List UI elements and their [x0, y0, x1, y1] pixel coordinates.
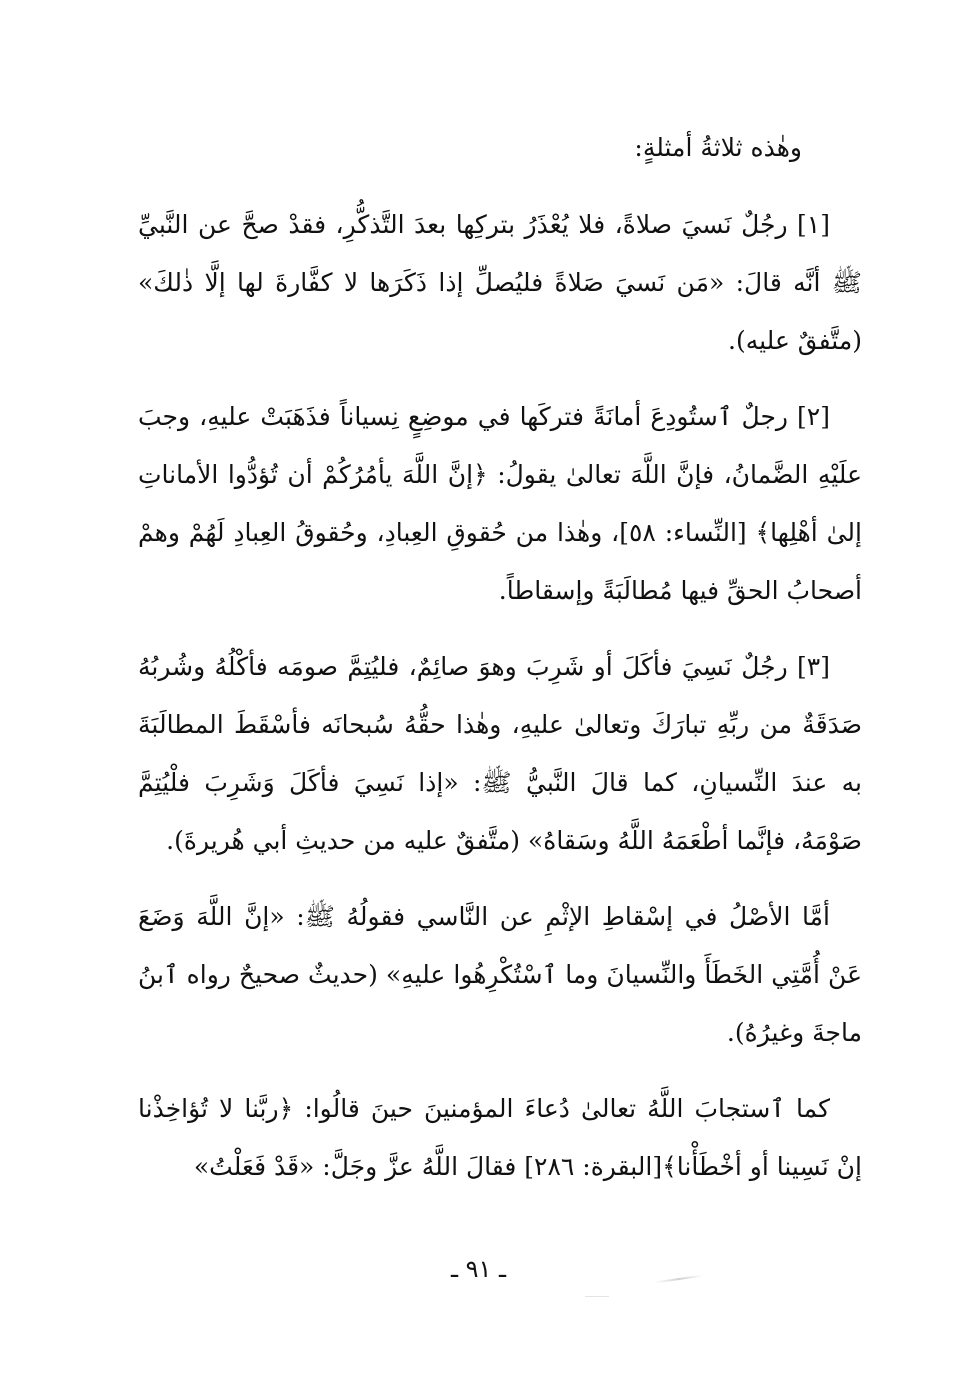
body-text: [138, 128, 862, 1196]
paragraph-example-1: [١] رجُلٌ نَسيَ صلاةً، فلا يُعْذَرُ بتركِها بعدَ التَّذكُّرِ، فقدْ صحَّ عن النَّبيِّ ﷺ أنَّه قالَ: «مَن نَسيَ صَلاةً فليُصلِّ إذا ذَكَرَها لا كفَّارةَ لها إلَّا ذٰلكَ» (متَّفقٌ عليه).: [138, 210, 862, 355]
paragraph-principle: أمَّا الأصْلُ في إسْقاطِ الإثْمِ عن النَّاسي فقولُهُ ﷺ: «إنَّ اللَّهَ وَضَعَ عَنْ أُمَّتِي الخَطَأَ والنِّسيانَ وما ٱسْتُكْرِهُوا عليهِ» (حديثٌ صحيحٌ رواه ٱبنُ ماجةَ وغيرُهُ).: [138, 902, 862, 1047]
scan-smudge-small: [585, 1296, 609, 1297]
paragraph-example-2: [٢] رجلٌ ٱستُودِعَ أمانَةً فتركَها في موضِعٍ نِسياناً فذَهَبَتْ عليهِ، وجبَ علَيْهِ الضَّمانُ، فإنَّ اللَّهَ تعالىٰ يقولُ: ﴿إنَّ اللَّهَ يأمُرُكُمْ أن تُؤدُّوا الأماناتِ إلىٰ أهْلِها﴾ [النِّساء: ٥٨]، وهٰذا من حُقوقِ العِبادِ، وحُقوقُ العِبادِ لَهُمْ وهمْ أصحابُ الحقِّ فيها مُطالَبَةً وإسقاطاً.: [138, 402, 862, 605]
paragraph-example-3: [٣] رجُلٌ نَسِيَ فأكَلَ أو شَرِبَ وهوَ صائِمٌ، فليُتِمَّ صومَه فأكْلُهُ وشُربُهُ صَدَقَةٌ من ربِّهِ تبارَكَ وتعالىٰ عليهِ، وهٰذا حقُّهُ سُبحانَه فأسْقَطَ المطالَبَةَ به عندَ النِّسيانِ، كما قالَ النَّبيُّ ﷺ: «إذا نَسِيَ فأكَلَ وَشَرِبَ فلْيُتِمَّ صَوْمَهُ، فإنَّما أطْعَمَهُ اللَّهُ وسَقاهُ» (متَّفقٌ عليه من حديثِ أبي هُريرةَ).: [138, 652, 862, 855]
paragraph-quran-supplication: كما ٱستجابَ اللَّهُ تعالىٰ دُعاءَ المؤمنينَ حينَ قالُوا: ﴿ربَّنا لا تُؤاخِذْنا إنْ نَسِينا أو أخْطَأْنا﴾[البقرة: ٢٨٦] فقالَ اللَّهُ عزَّ وجَلَّ: «قَدْ فَعَلْتُ»: [138, 1094, 862, 1181]
section-heading: وهٰذه ثلاثةُ أمثلةٍ:: [634, 133, 802, 162]
page-number: ـ ٩١ ـ: [450, 1255, 507, 1283]
